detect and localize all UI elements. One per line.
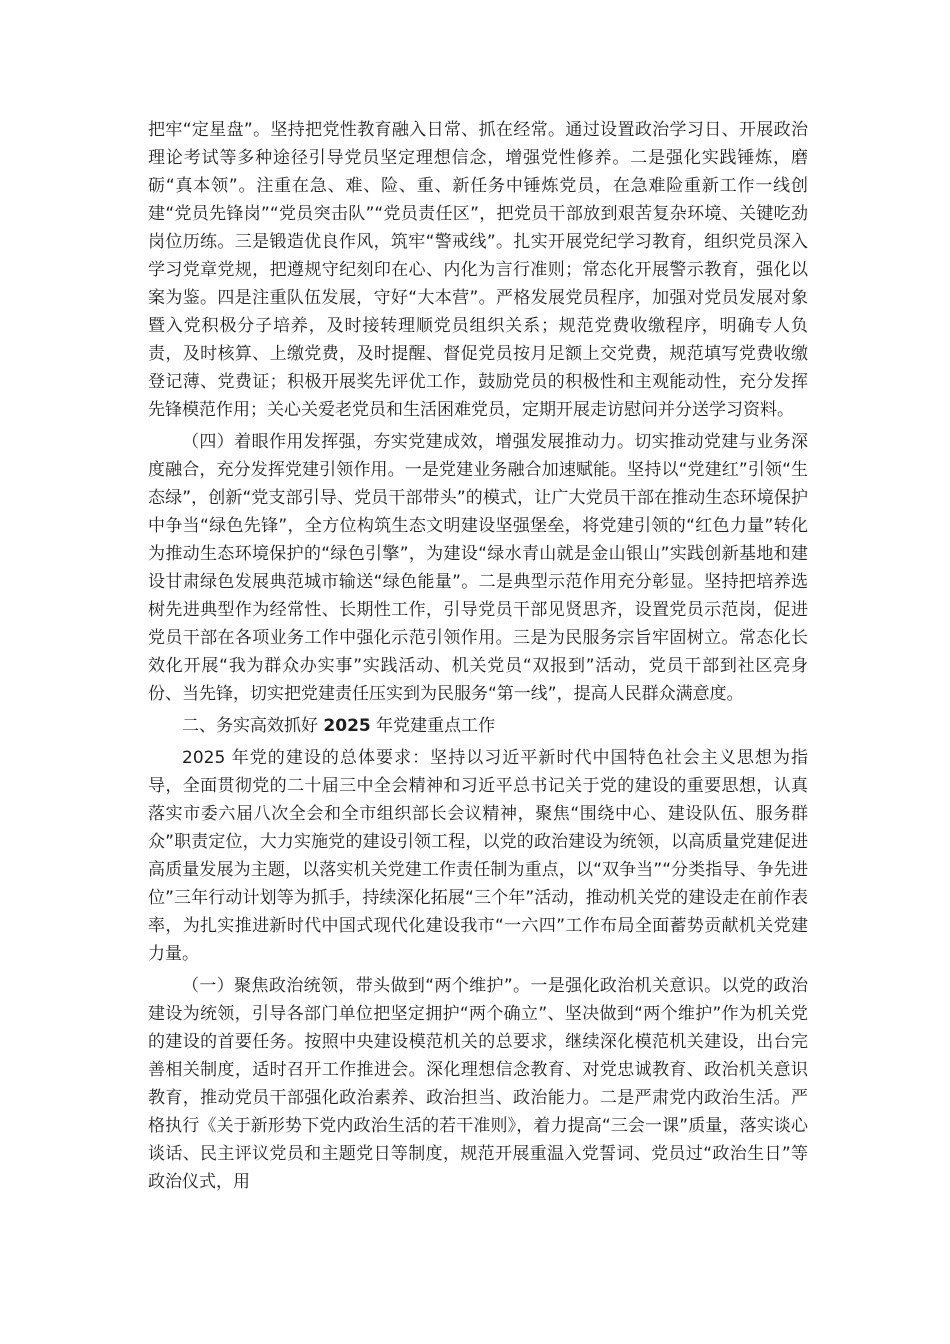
heading-suffix: 年党建重点工作 [370, 716, 496, 736]
paragraph-4: （一）聚焦政治统领，带头做到“两个维护”。一是强化政治机关意识。以党的政治建设为统领，引导各部门单位把坚定拥护“两个确立”、坚决做到“两个维护”作为机关党的建设的首要任务。按照中央建设模范机关的总要求，继续深化模范机关建设，出台完善相关制度，适时召开工作推进会。深化理想信念教育、对党忠诚教育、政治机关意识教育，推动党员干部强化政治素养、政治担当、政治能力。二是严肃党内政治生活。严格执行《关于新形势下党内政治生活的若干准则》，着力提高“三会一课”质量，落实谈心谈话、民主评议党员和主题党日等制度，规范开展重温入党誓词、党员过“政治生日”等政治仪式，用 [148, 976, 808, 1192]
paragraph-1: 把牢“定星盘”。坚持把党性教育融入日常、抓在经常。通过设置政治学习日、开展政治理论考试等多种途径引导党员坚定理想信念，增强党性修养。二是强化实践锤炼，磨砺“真本领”。注重在急、难、险、重、新任务中锤炼党员，在急难险重新工作一线创建“党员先锋岗”“党员突击队”“党员责任区”，把党员干部放到艰苦复杂环境、关键吃劲岗位历练。三是锻造优良作风，筑牢“警戒线”。扎实开展党纪学习教育，组织党员深入学习党章党规，把遵规守纪刻印在心、内化为言行准则；常态化开展警示教育，强化以案为鉴。四是注重队伍发展，守好“大本营”。严格发展党员程序，加强对党员发展对象暨入党积极分子培养，及时接转理顺党员组织关系；规范党费收缴程序，明确专人负责，及时核算、上缴党费，及时提醒、督促党员按月足额上交党费，规范填写党费收缴登记薄、党费证；积极开展奖先评优工作，鼓励党员的积极性和主观能动性，充分发挥先锋模范作用；关心关爱老党员和生活困难党员，定期开展走访慰问并分送学习资料。 [148, 120, 808, 420]
document-page [148, 116, 808, 1200]
heading-prefix: 二、务实高效抓好 [182, 716, 324, 736]
heading-year: 2025 [323, 716, 371, 736]
paragraph-3: 2025 年党的建设的总体要求：坚持以习近平新时代中国特色社会主义思想为指导，全面贯彻党的二十届三中全会精神和习近平总书记关于党的建设的重要思想，认真落实市委六届八次全会和全市组织部长会议精神，聚焦“围绕中心、建设队伍、服务群众”职责定位，大力实施党的建设引领工程，以党的政治建设为统领，以高质量党建促进高质量发展为主题，以落实机关党建工作责任制为重点，以“双争当”“分类指导、争先进位”三年行动计划等为抓手，持续深化拓展“三个年”活动，推动机关党的建设走在前作表率，为扎实推进新时代中国式现代化建设我市“一六四”工作布局全面蓄势贡献机关党建力量。 [148, 748, 808, 964]
paragraph-2: （四）着眼作用发挥强，夯实党建成效，增强发展推动力。切实推动党建与业务深度融合，充分发挥党建引领作用。一是党建业务融合加速赋能。坚持以“党建红”引领“生态绿”，创新“党支部引导、党员干部带头”的模式，让广大党员干部在推动生态环境保护中争当“绿色先锋”，全方位构筑生态文明建设坚强堡垒，将党建引领的“红色力量”转化为推动生态环境保护的“绿色引擎”，为建设“绿水青山就是金山银山”实践创新基地和建设甘肃绿色发展典范城市输送“绿色能量”。二是典型示范作用充分彰显。坚持把培养选树先进典型作为经常性、长期性工作，引导党员干部见贤思齐，设置党员示范岗，促进党员干部在各项业务工作中强化示范引领作用。三是为民服务宗旨牢固树立。常态化长效化开展“我为群众办实事”实践活动、机关党员“双报到”活动，党员干部到社区亮身份、当先锋，切实把党建责任压实到为民服务“第一线”，提高人民群众满意度。 [148, 432, 808, 704]
section-heading-2 [148, 712, 808, 740]
